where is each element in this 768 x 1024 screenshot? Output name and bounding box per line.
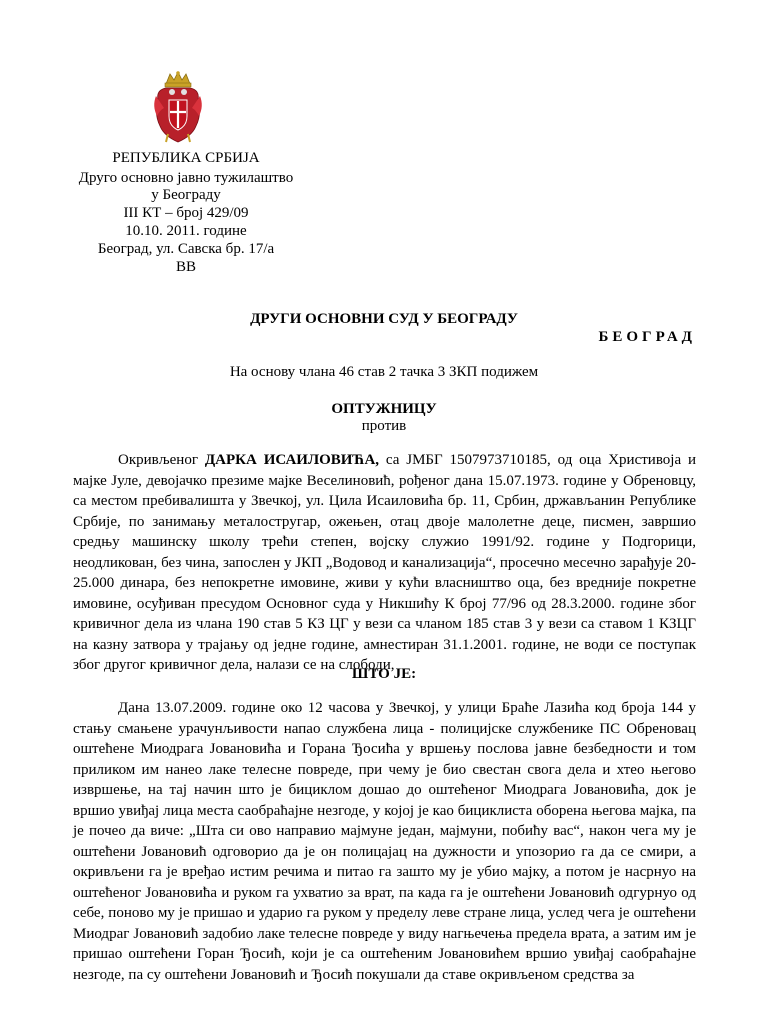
republic-name: РЕПУБЛИКА СРБИЈА [112, 150, 260, 166]
coat-of-arms-icon [152, 70, 204, 146]
section-heading: ШТО ЈЕ: [351, 666, 417, 682]
court-name: ДРУГИ ОСНОВНИ СУД У БЕОГРАДУ [250, 311, 518, 327]
prosecutor-office-line2: у Београду [151, 187, 221, 203]
defendant-paragraph [73, 450, 696, 676]
court-city: БЕОГРАД [598, 329, 696, 345]
defendant-name: ДАРКА ИСАИЛОВИЋА, [204, 452, 380, 468]
defendant-intro: Окривљеног [118, 452, 205, 468]
office-address: Београд, ул. Савска бр. 17/а [97, 241, 275, 257]
prosecutor-office-line1: Друго основно јавно тужилаштво [78, 170, 294, 186]
facts-paragraph: Дана 13.07.2009. године око 12 часова у Звечкој, у улици Браће Лазића код броја 144 у стању смањене урачунљивости напао службена лица - полицијске службенике ПС Обреновац оштећене Миодрага Јовановића и Горана Ђосића у вршењу послова јавне безбедности и том приликом им нанео лаке телесне повреде, при чему је био свестан свога дела и хтео његово извршење, на тај начин што је бициклом дошао до оштећеног Миодрага Јовановића, док је вршио увиђај лица места саобраћајне незгоде, у којој је као бициклиста оборена његова мајка, па је почео да виче: „Шта си ово направио мајмуне један, мајмуни, побићу вас“, након чега му је оштећени Јовановић одговорио да је он полицајац на дужности и упозорио га да се смири, а окривљени га је вређао истим речима и питао га зашто му је убио мајку, а потом је насрнуо на оштећеног Јовановића и руком га ухватио за врат, па када га је оштећени Јовановић одгурнуо од себе, поново му је пришао и ударио га руком у пределу леве стране лица, услед чега је оштећени Миодраг Јовановић задобио лаке телесне повреде у виду нагњечења предела врата, а затим им је пришао оштећени Горан Ђосић, који је са оштећеним Јовановићем вршио увиђај саобраћајне незгоде, па су оштећени Јовановић и Ђосић покушали да ставе окривљеном средства за [73, 700, 696, 983]
defendant-details: са ЈМБГ 1507973710185, од оца Христивоја и мајке Јуле, девојачко презиме мајке Веселиновић, рођеног дана 15.07.1973. године у Обреновцу, са местом пребивалишта у Звечкој, ул. Цила Исаиловића бр. 11, Србин, држављанин Републике Србије, по занимању металостругар, ожењен, отац двоје малолетне деце, писмен, завршио средњу машинску школу трећи степен, војску служио 1991/92. године у Подгорици, неодликован, без чина, запослен у ЈКП „Водовод и канализација“, просечно месечно зарађује 20-25.000 динара, без непокретне имовине, живи у кући власништво оца, без вредније покретне имовине, осуђиван пресудом Основног суда у Никшићу К број 77/96 од 28.3.2000. године због кривичног дела из члана 190 став 5 КЗ ЦГ у вези са чланом 185 став 3 у вези са ставом 1 КЗЦГ на казну затвора у трајању од једне године, амнестиран 31.1.2001. године, не води се поступак због другог кривичног дела, налази се на слободи, [73, 452, 696, 673]
document-title: ОПТУЖНИЦУ [331, 401, 437, 417]
legal-basis: На основу члана 46 став 2 тачка 3 ЗКП подижем [229, 364, 539, 380]
case-number: III КТ – број 429/09 [123, 205, 249, 221]
author-initials: ВВ [175, 259, 196, 275]
against-label: против [361, 418, 407, 434]
document-date: 10.10. 2011. године [125, 223, 247, 239]
